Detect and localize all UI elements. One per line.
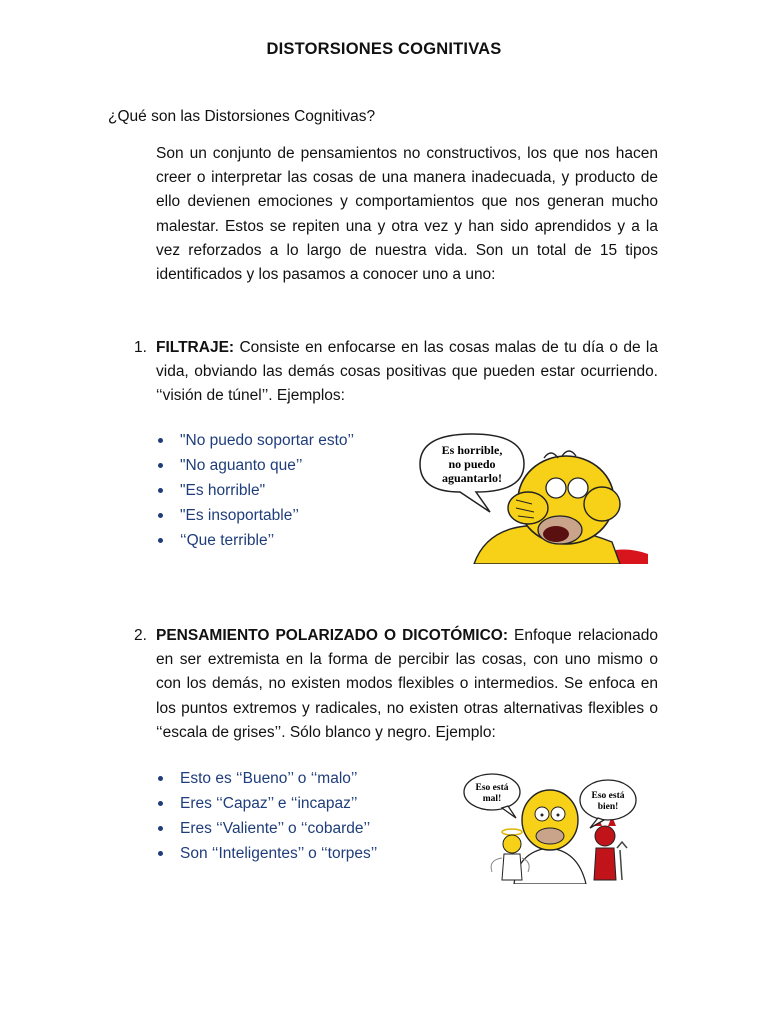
question-heading: ¿Qué son las Distorsiones Cognitivas? [108, 108, 376, 125]
section-text: Enfoque relacionado en ser extremista en la forma de percibir las cosas, con uno mismo o con los demás, no existen modos flexibles o intermedios. Se enfoca en los puntos extremos y radicales, no existen otras alternativas flexibles o ‘‘escala de grises’’. Sólo blanco y negro. Ejemplo: [156, 627, 658, 741]
bullet-icon [158, 851, 163, 856]
bullet-icon [158, 801, 163, 806]
section-pensamiento-polarizado [134, 624, 658, 745]
intro-paragraph: Son un conjunto de pensamientos no constructivos, los que nos hacen creer o interpretar las cosas de una manera inadecuada, y producto de ello devienen emociones y comportamientos que nos generan mucho malestar. Estos se repiten una y otra vez y han sido aprendidos y a la vez reforzados a lo largo de nuestra vida. Son un total de 15 tipos identificados y los pasamos a conocer uno a uno: [156, 145, 658, 284]
bullet-icon [158, 538, 163, 543]
list-item: Eres ‘‘Capaz’’ e ‘‘incapaz’’ [156, 791, 377, 816]
examples-list-polarizado [156, 766, 377, 866]
list-item: "No aguanto que’’ [156, 453, 354, 478]
bullet-icon [158, 826, 163, 831]
list-item: "Es insoportable’’ [156, 503, 354, 528]
homer-horrified-illustration [416, 430, 648, 564]
section-number: 2. [134, 627, 147, 644]
svg-text:no puedo: no puedo [448, 457, 496, 471]
list-item: Esto es ‘‘Bueno’’ o ‘‘malo’’ [156, 766, 377, 791]
svg-text:bien!: bien! [597, 802, 619, 812]
section-number: 1. [134, 339, 147, 356]
bullet-icon [158, 488, 163, 493]
section-filtraje [134, 336, 658, 409]
bullet-icon [158, 438, 163, 443]
svg-text:mal!: mal! [482, 794, 502, 804]
document-title: DISTORSIONES COGNITIVAS [266, 40, 502, 58]
bullet-icon [158, 463, 163, 468]
list-item: Son ‘‘Inteligentes’’ o ‘‘torpes’’ [156, 841, 377, 866]
section-text: Consiste en enfocarse en las cosas malas de tu día o de la vida, obviando las demás cosas positivas que pueden estar ocurriendo. ‘‘visión de túnel’’. Ejemplos: [156, 339, 658, 405]
list-item: Eres ‘‘Valiente’’ o ‘‘cobarde’’ [156, 816, 377, 841]
svg-text:aguantarlo!: aguantarlo! [442, 471, 502, 485]
bubble-text: Eso está [475, 783, 509, 793]
bubble-text: Es horrible, [441, 443, 503, 457]
homer-angel-devil-illustration [462, 768, 638, 884]
examples-list-filtraje [156, 428, 354, 553]
bullet-icon [158, 776, 163, 781]
bullet-icon [158, 513, 163, 518]
list-item: "Es horrible" [156, 478, 354, 503]
section-heading: PENSAMIENTO POLARIZADO O DICOTÓMICO: [156, 627, 508, 644]
bubble-text: Eso está [591, 791, 625, 801]
list-item: "No puedo soportar esto’’ [156, 428, 354, 453]
section-heading: FILTRAJE: [156, 339, 235, 356]
list-item: ‘‘Que terrible’’ [156, 528, 354, 553]
